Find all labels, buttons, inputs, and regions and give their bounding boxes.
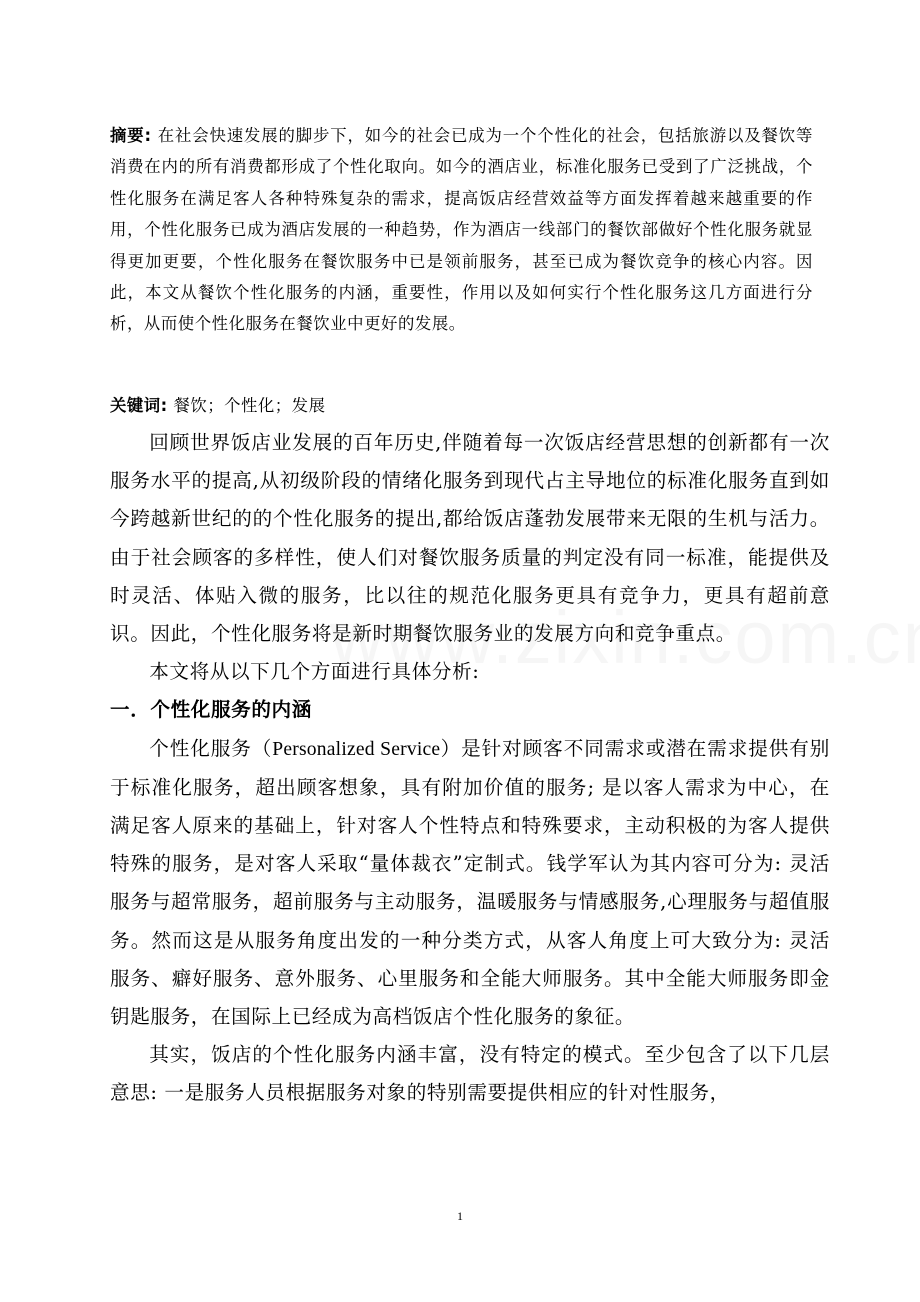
paragraph-definition [110,730,830,1037]
body-text [110,424,830,1113]
abstract-label: 摘要: [110,126,152,145]
abstract-text: 在社会快速发展的脚步下，如今的社会已成为一个个性化的社会，包括旅游以及餐饮等消费在内的所有消费都形成了个性化取向。如今的酒店业，标准化服务已受到了广泛挑战，个性化服务在满足客人各种特殊复杂的需求，提高饭店经营效益等方面发挥着越来越重要的作用，个性化服务已成为酒店发展的一种趋势，作为酒店一线部门的餐饮部做好个性化服务就显得更加更要，个性化服务在餐饮服务中已是领前服务，甚至已成为餐饮竞争的核心内容。因此，本文从餐饮个性化服务的内涵，重要性，作用以及如何实行个性化服务这几方面进行分析，从而使个性化服务在餐饮业中更好的发展。 [110,126,813,334]
page-number: 1 [457,1209,463,1223]
definition-text-start: 个性化服务（ [149,736,273,760]
paragraph-connotation: 其实，饭店的个性化服务内涵丰富，没有特定的模式。至少包含了以下几层意思: 一是服务人员根据服务对象的特别需要提供相应的针对性服务， [110,1043,830,1105]
section-heading-1: 一．个性化服务的内涵 [110,698,312,722]
paragraph-outline: 本文将从以下几个方面进行具体分析: [149,660,480,684]
paragraph-history: 回顾世界饭店业发展的百年历史,伴随着每一次饭店经营思想的创新都有一次服务水平的提高,从初级阶段的情绪化服务到现代占主导地位的标准化服务直到如今跨越新世纪的的个性化服务的提出,都给饭店蓬勃发展带来无限的生机与活力。由于社会顾客的多样性，使人们对餐饮服务质量的判定没有同一标准，能提供及时灵活、体贴入微的服务，比以往的规范化服务更具有竞争力，更具有超前意识。因此，个性化服务将是新时期餐饮服务业的发展方向和竞争重点。 [110,431,830,646]
keywords-text: 餐饮；个性化；发展 [167,396,326,415]
definition-english-term: Personalized Service [272,738,441,760]
keywords-label: 关键词: [110,396,168,415]
definition-text-rest: ）是针对顾客不同需求或潜在需求提供有别于标准化服务，超出顾客想象，具有附加价值的服务; 是以客人需求为中心，在满足客人原来的基础上，针对客人个性特点和特殊要求，主动积极的为客人提供特殊的服务，是对客人采取“量体裁衣”定制式。钱学军认为其内容可分为: 灵活服务与超常服务，超前服务与主动服务，温暖服务与情感服务,心理服务与超值服务。然而这是从服务角度出发的一种分类方式，从客人角度上可大致分为: 灵活服务、癖好服务、意外服务、心里服务和全能大师服务。其中全能大师服务即金钥匙服务，在国际上已经成为高档饭店个性化服务的象征。 [110,736,830,1029]
keywords-block [110,392,813,420]
abstract-block [110,120,813,340]
